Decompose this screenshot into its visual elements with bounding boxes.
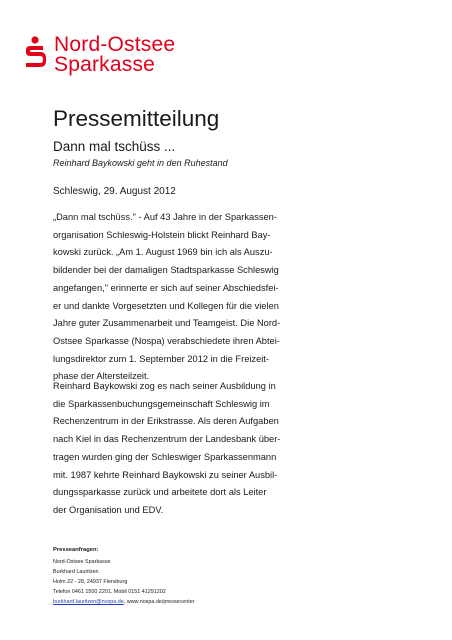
contact-org: Nord-Ostsee Sparkasse — [53, 559, 111, 565]
paragraph-line: Ostsee Sparkasse (Nospa) verabschiedete ihren Abtei- — [53, 335, 280, 346]
contact-phone: Telefon 0461 1500 2201, Mobil 0151 41291202 — [53, 589, 166, 595]
paragraph-line: organisation Schleswig-Holstein blickt Reinhard Bay- — [53, 229, 271, 240]
paragraph-line: „Dann mal tschüss." - Auf 43 Jahre in der Sparkassen- — [53, 212, 277, 222]
paragraph-line: Rechenzentrum in der Erikstrasse. Als deren Aufgaben — [53, 416, 279, 427]
press-headline: Dann mal tschüss ... — [53, 139, 176, 154]
contact-website: www.nospa.de/pressecenter — [126, 599, 195, 605]
page-title: Pressemitteilung — [53, 106, 220, 131]
contact-separator: , — [123, 599, 127, 605]
press-subline: Reinhard Baykowski geht in den Ruhestand — [53, 158, 228, 168]
contact-heading: Presseanfragen: — [53, 547, 99, 553]
dateline: Schleswig, 29. August 2012 — [53, 186, 176, 197]
paragraph-line: er und dankte Vorgesetzten und Kollegen für die vielen — [53, 300, 279, 311]
paragraph-line: der Organisation und EDV. — [53, 504, 164, 515]
paragraph-line: die Sparkassenbuchungsgemeinschaft Schleswig im — [53, 398, 270, 409]
paragraph-line: lungsdirektor zum 1. September 2012 in die Freizeit- — [53, 353, 269, 364]
contact-address: Holm 22 - 28, 24937 Flensburg — [53, 579, 128, 585]
paragraph-2 — [53, 378, 413, 520]
paragraph-line: Reinhard Baykowski zog es nach seiner Ausbildung in — [53, 381, 276, 391]
paragraph-line: bildender bei der damaligen Stadtsparkasse Schleswig — [53, 265, 279, 276]
paragraph-line: angefangen," erinnerte er sich auf seiner Abschiedsfei- — [53, 282, 279, 293]
paragraph-line: Jahre guter Zusammenarbeit und Teamgeist. Die Nord- — [53, 318, 281, 329]
brand-name-line1: Nord-Ostsee — [54, 33, 176, 56]
contact-links — [53, 597, 195, 607]
paragraph-1 — [53, 209, 413, 386]
paragraph-line: nach Kiel in das Rechenzentrum der Landesbank über- — [53, 434, 281, 445]
paragraph-line: dungssparkasse zurück und arbeitete dort als Leiter — [53, 487, 267, 498]
sparkasse-s-logo-icon — [24, 36, 46, 70]
paragraph-line: phase der Altersteilzeit. — [53, 371, 150, 382]
contact-email-link[interactable]: burkhard.lauritzen@nospa.de — [53, 599, 124, 605]
paragraph-line: kowski zurück. „Am 1. August 1969 bin ich als Auszu- — [53, 247, 273, 258]
paragraph-line: tragen wurden ging der Schleswiger Sparkassenmann — [53, 451, 277, 462]
paragraph-line: mit. 1987 kehrte Reinhard Baykowski zu seiner Ausbil- — [53, 469, 278, 480]
brand-logo — [24, 35, 175, 75]
brand-name-line2: Sparkasse — [54, 53, 156, 76]
contact-name: Burkhard Lauritzen — [53, 569, 99, 575]
brand-name — [54, 35, 175, 75]
press-contact — [53, 545, 195, 607]
